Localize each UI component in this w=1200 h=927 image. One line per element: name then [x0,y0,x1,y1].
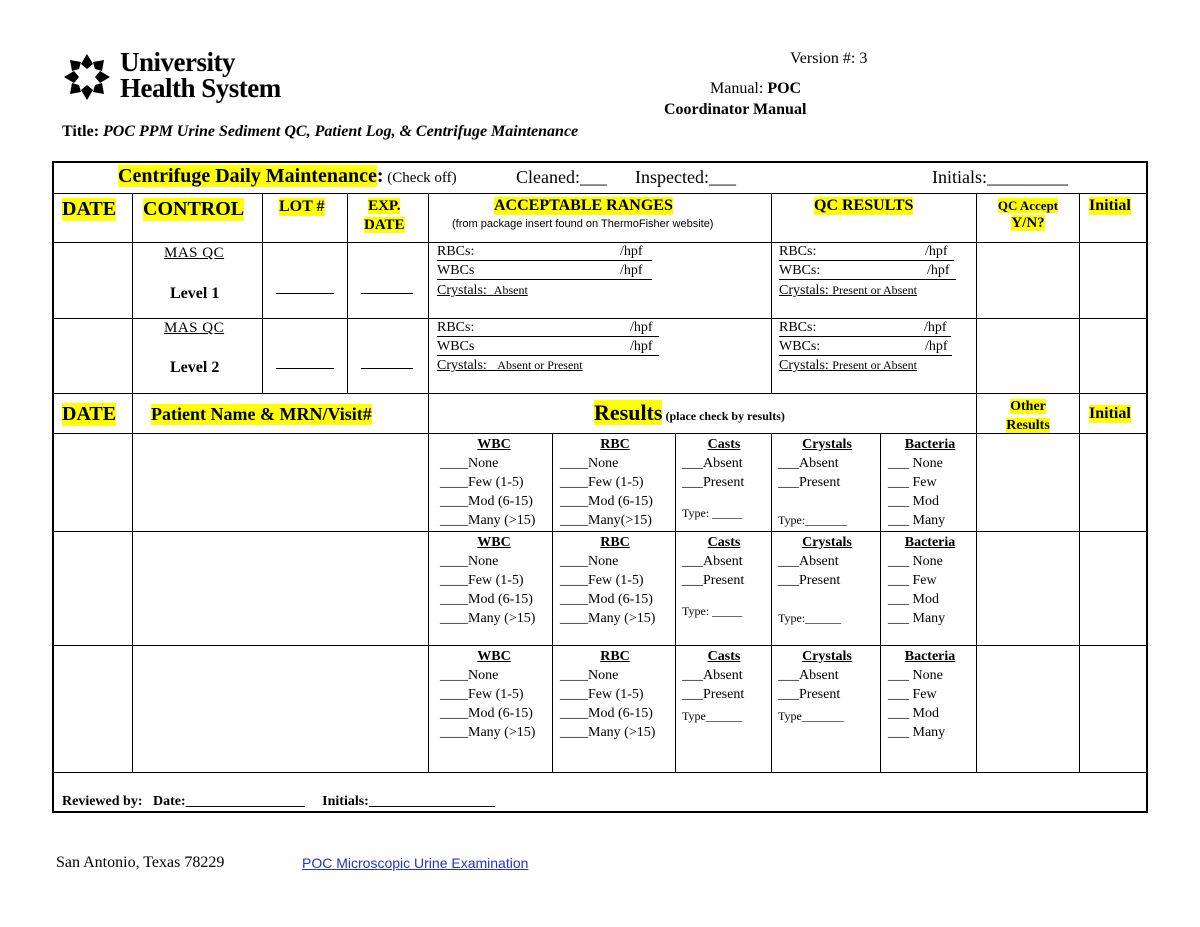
rbc-option[interactable]: ____Few (1-5) [560,475,644,490]
qc-control-name: MAS QC [164,245,225,261]
crystals-option[interactable]: ___Present [778,475,841,490]
range-crystals [437,358,583,374]
casts-heading: Casts [707,437,741,452]
crystals-options [778,533,876,628]
wbc-option[interactable]: ____None [440,554,499,569]
rbc-option[interactable]: ____None [560,668,619,683]
col-divider [552,433,553,772]
footer-link[interactable]: POC Microscopic Urine Examination [302,855,529,871]
other-results-header [990,397,1066,435]
rbc-option[interactable]: ____Many (>15) [560,611,656,626]
bacteria-option[interactable]: ___ Many [888,513,946,528]
result-crystals-label: Crystals: [779,358,829,373]
lot-blank[interactable] [276,293,334,294]
rbc-options [560,647,670,742]
range-rbc-label: RBCs: [437,320,475,335]
bacteria-option[interactable]: ___ Few [888,475,937,490]
result-wbc-label: WBCs: [779,339,821,354]
col-divider [771,433,772,772]
qc-level: Level 1 [170,285,220,302]
other-line1: Other [1010,399,1046,414]
manual-value: POC [767,80,802,97]
manual-label-text: Manual: [710,80,768,97]
col-divider [262,193,263,393]
maintenance-row [118,165,457,188]
lot-blank[interactable] [276,368,334,369]
crystals-option[interactable]: ___Absent [778,668,839,683]
casts-option[interactable]: ___Absent [682,668,743,683]
bacteria-option[interactable]: ___ Few [888,687,937,702]
casts-option[interactable]: ___Present [682,475,745,490]
row-divider [53,193,1147,194]
bacteria-heading: Bacteria [904,535,956,550]
exp-blank[interactable] [361,293,413,294]
crystals-options [778,647,876,726]
qc-control-header: CONTROL [143,198,245,220]
qc-ranges-header: ACCEPTABLE RANGES [494,197,673,214]
casts-type[interactable]: Type______ [682,709,742,723]
qc-date-header: DATE [62,198,117,220]
qc-control-name: MAS QC [164,320,225,336]
range-crystals [437,283,528,299]
wbc-option[interactable]: ____None [440,456,499,471]
qc-accept-line1: QC Accept [997,198,1059,213]
version-number: Version #: 3 [790,50,868,67]
wbc-option[interactable]: ____Mod (6-15) [440,494,533,509]
range-crystals-label: Crystals: [437,283,487,298]
bacteria-option[interactable]: ___ Few [888,573,937,588]
title-label: Title: [62,123,104,140]
wbc-options [440,435,548,530]
wbc-option[interactable]: ____Mod (6-15) [440,706,533,721]
crystals-heading: Crystals [802,535,852,550]
crystals-option[interactable]: ___Absent [778,554,839,569]
rbc-options [560,533,670,628]
result-rbc-unit: /hpf [925,244,948,259]
casts-option[interactable]: ___Present [682,573,745,588]
wbc-heading: WBC [477,437,511,452]
initials-field[interactable]: Initials:_________ [932,167,1068,187]
crystals-option[interactable]: ___Present [778,687,841,702]
rbc-option[interactable]: ____Many(>15) [560,513,652,528]
manual-sub: Coordinator Manual [664,101,807,118]
result-rbc [779,244,979,261]
wbc-option[interactable]: ____Few (1-5) [440,687,524,702]
col-divider [132,393,133,772]
wbc-option[interactable]: ____Few (1-5) [440,573,524,588]
logo-text-line1: University [120,47,235,77]
crystals-type[interactable]: Type_______ [778,709,844,723]
range-wbc [437,339,659,356]
logo-star-icon [62,52,112,102]
other-line2: Results [1006,418,1050,433]
casts-type[interactable]: Type: _____ [682,506,743,520]
exp-blank[interactable] [361,368,413,369]
result-wbc-unit: /hpf [925,339,948,354]
row-divider [53,393,1147,394]
rbc-option[interactable]: ____Mod (6-15) [560,706,653,721]
rbc-option[interactable]: ____Mod (6-15) [560,592,653,607]
casts-type[interactable]: Type: _____ [682,604,743,618]
review-date-field[interactable]: Date:_________________ [153,794,305,809]
results-note: (place check by results) [662,409,785,423]
row-divider [53,318,1147,319]
row-divider [53,645,1147,646]
wbc-options [440,533,548,628]
rbc-option[interactable]: ____Mod (6-15) [560,494,653,509]
patient-initial-header: Initial [1089,405,1131,422]
review-initials-field[interactable]: Initials:__________________ [322,794,495,809]
qc-exp-header [364,197,405,235]
result-crystals-value: Present or Absent [832,358,917,372]
col-divider [428,193,429,772]
wbc-option[interactable]: ____Many (>15) [440,513,536,528]
wbc-option[interactable]: ____Mod (6-15) [440,592,533,607]
result-crystals [779,283,917,299]
wbc-option[interactable]: ____Many (>15) [440,611,536,626]
result-wbc [779,339,979,356]
crystals-options [778,435,876,530]
casts-option[interactable]: ___Absent [682,456,743,471]
range-wbc [437,263,652,280]
patient-results-header [594,400,785,426]
crystals-option[interactable]: ___Absent [778,456,839,471]
range-wbc-unit: /hpf [630,339,653,354]
crystals-type[interactable]: Type:______ [778,611,842,625]
casts-options [682,533,766,621]
range-wbc-label: WBCs [437,339,475,354]
row-divider [53,531,1147,532]
maintenance-colon: : [376,165,384,187]
row-divider [53,772,1147,773]
qc-ranges-note: (from package insert found on ThermoFisher website) [452,218,714,230]
rbc-heading: RBC [600,535,630,550]
row-divider [53,433,1147,434]
rbc-options [560,435,670,530]
col-divider [347,193,348,393]
wbc-heading: WBC [477,649,511,664]
result-wbc [779,263,979,280]
result-rbc [779,320,979,337]
col-divider [1079,193,1080,772]
page-title [62,123,578,141]
range-rbc [437,244,652,261]
qc-results-header: QC RESULTS [814,197,914,214]
casts-heading: Casts [707,535,741,550]
rbc-option[interactable]: ____Few (1-5) [560,687,644,702]
footer-address: San Antonio, Texas 78229 [56,854,225,871]
range-wbc-unit: /hpf [620,263,643,278]
rbc-option[interactable]: ____None [560,456,619,471]
bacteria-option[interactable]: ___ None [888,456,943,471]
range-rbc-label: RBCs: [437,244,475,259]
wbc-option[interactable]: ____Many (>15) [440,725,536,740]
crystals-type[interactable]: Type:_______ [778,513,848,527]
bacteria-option[interactable]: ___ Mod [888,592,939,607]
crystals-option[interactable]: ___Present [778,573,841,588]
wbc-option[interactable]: ____Few (1-5) [440,475,524,490]
bacteria-option[interactable]: ___ Many [888,611,946,626]
result-crystals-value: Present or Absent [832,283,917,297]
title-value: POC PPM Urine Sediment QC, Patient Log, & Centrifuge Maintenance [103,123,579,140]
casts-options [682,435,766,523]
qc-lot-header: LOT # [279,198,325,215]
range-wbc-label: WBCs [437,263,475,278]
patient-date-header: DATE [62,403,117,425]
rbc-heading: RBC [600,649,630,664]
manual-label [710,80,801,98]
patient-name-header: Patient Name & MRN/Visit# [151,404,372,424]
inspected-field[interactable]: Inspected:___ [635,167,736,187]
review-row [62,794,495,810]
col-divider [880,433,881,772]
result-crystals-label: Crystals: [779,283,829,298]
range-rbc-unit: /hpf [630,320,653,335]
crystals-heading: Crystals [802,649,852,664]
qc-accept-header [990,197,1066,232]
result-rbc-label: RBCs: [779,244,817,259]
wbc-options [440,647,548,742]
bacteria-option[interactable]: ___ Mod [888,706,939,721]
casts-option[interactable]: ___Present [682,687,745,702]
col-divider [771,193,772,393]
rbc-option[interactable]: ____Few (1-5) [560,573,644,588]
result-rbc-unit: /hpf [924,320,947,335]
result-wbc-unit: /hpf [927,263,950,278]
result-rbc-label: RBCs: [779,320,817,335]
range-crystals-label: Crystals: [437,358,487,373]
rbc-option[interactable]: ____None [560,554,619,569]
crystals-heading: Crystals [802,437,852,452]
casts-heading: Casts [707,649,741,664]
logo-text-line2: Health System [120,73,281,103]
reviewed-by-label: Reviewed by: [62,794,143,809]
bacteria-option[interactable]: ___ None [888,554,943,569]
bacteria-options [888,435,972,530]
range-rbc [437,320,659,337]
maintenance-heading: Centrifuge Daily Maintenance [118,165,377,187]
qc-accept-line2: Y/N? [1011,215,1045,231]
col-divider [132,193,133,393]
casts-options [682,647,766,726]
maintenance-check: (Check off) [383,170,457,186]
range-rbc-unit: /hpf [620,244,643,259]
rbc-option[interactable]: ____Many (>15) [560,725,656,740]
results-heading: Results [594,400,663,425]
col-divider [675,433,676,772]
bacteria-option[interactable]: ___ Many [888,725,946,740]
result-wbc-label: WBCs: [779,263,821,278]
casts-option[interactable]: ___Absent [682,554,743,569]
range-crystals-value: Absent or Present [497,358,583,372]
wbc-option[interactable]: ____None [440,668,499,683]
bacteria-option[interactable]: ___ Mod [888,494,939,509]
qc-initial-header: Initial [1089,197,1131,214]
cleaned-field[interactable]: Cleaned:___ [516,167,607,187]
bacteria-option[interactable]: ___ None [888,668,943,683]
range-crystals-value: Absent [493,283,528,297]
wbc-heading: WBC [477,535,511,550]
rbc-heading: RBC [600,437,630,452]
logo [62,47,312,105]
bacteria-heading: Bacteria [904,437,956,452]
qc-exp-line2: DATE [364,217,405,233]
bacteria-heading: Bacteria [904,649,956,664]
qc-level: Level 2 [170,359,220,376]
row-divider [53,242,1147,243]
bacteria-options [888,647,972,742]
bacteria-options [888,533,972,628]
qc-exp-line1: EXP. [368,198,401,214]
result-crystals [779,358,917,374]
